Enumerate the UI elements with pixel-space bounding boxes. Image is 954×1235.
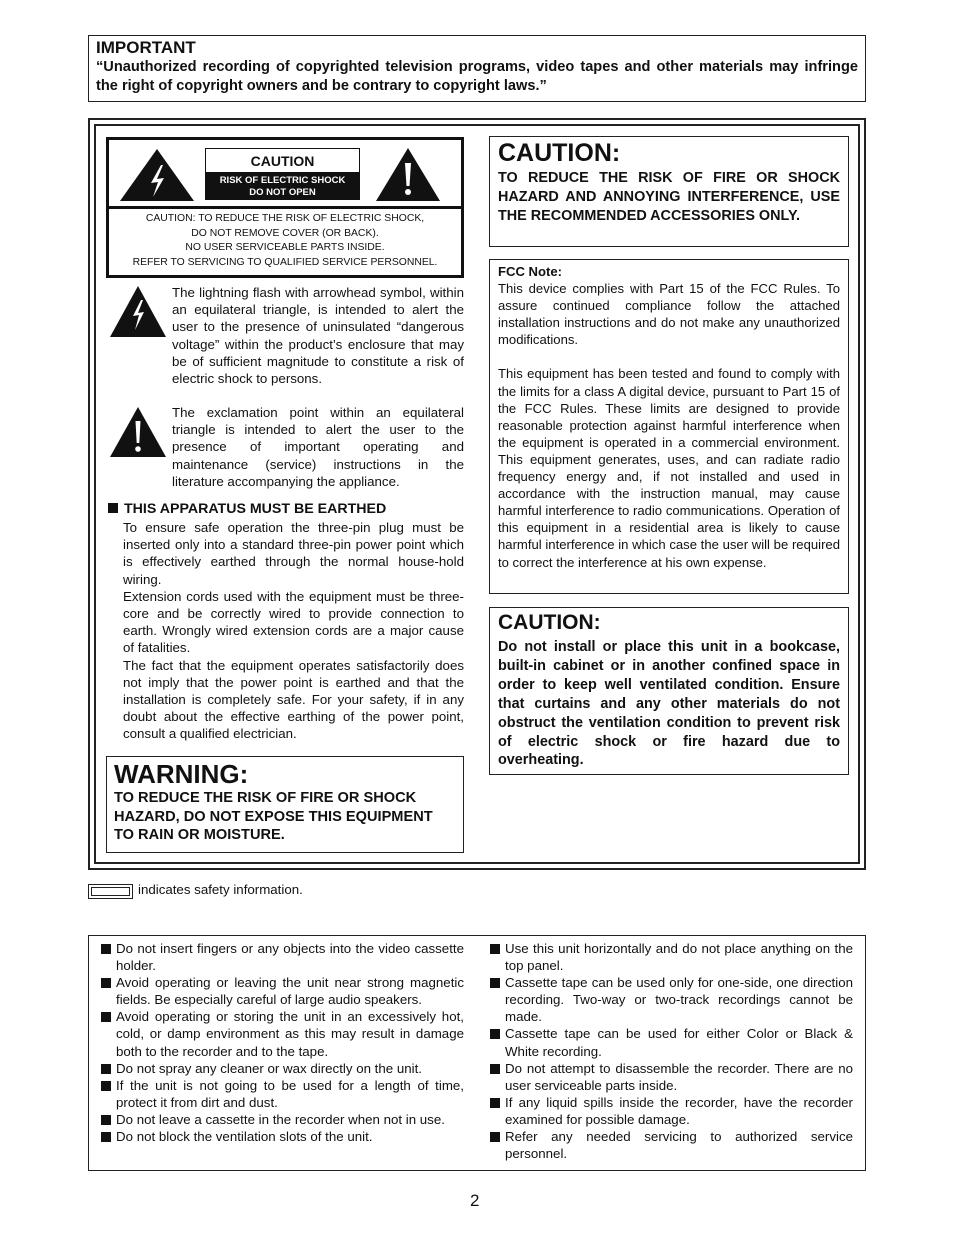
precautions-list-right [490, 940, 853, 1162]
label-line-2: DO NOT REMOVE COVER (OR BACK). [191, 227, 379, 239]
important-text: “Unauthorized recording of copyrighted television programs, video tapes and other materials may infringe the right of copyright owners and be contrary to copyright laws.” [96, 59, 858, 94]
fcc-note-box [489, 259, 849, 594]
list-item: Avoid operating or storing the unit in an excessively hot, cold, or damp environment as this may result in damage both to the recorder and to the tape. [101, 1008, 464, 1059]
warning-text: TO REDUCE THE RISK OF FIRE OR SHOCK HAZARD, DO NOT EXPOSE THIS EQUIPMENT TO RAIN OR MOISTURE. [114, 790, 433, 844]
lightning-description: The lightning flash with arrowhead symbol, within an equilateral triangle, is intended to alert the user to the presence of uninsulated “dangerous voltage” within the product’s enclosure that may be of sufficient magnitude to constitute a risk of electric shock to persons. [172, 285, 464, 387]
safety-legend-text: indicates safety information. [138, 882, 303, 897]
list-item: Do not leave a cassette in the recorder when not in use. [101, 1111, 464, 1128]
list-item: Cassette tape can be used only for one-side, one direction recording. Two-way or two-track recordings cannot be made. [490, 974, 853, 1025]
list-item: Do not insert fingers or any objects into the video cassette holder. [101, 940, 464, 974]
list-item: Refer any needed servicing to authorized service personnel. [490, 1128, 853, 1162]
list-item: Do not attempt to disassemble the recorder. There are no user serviceable parts inside. [490, 1060, 853, 1094]
fcc-paragraph-2: This equipment has been tested and found to comply with the limits for a class A digital device, pursuant to Part 15 of the FCC Rules. These limits are designed to provide reasonable protection against harmful interference when the equipment is operated in a commercial environment. This equipment generates, uses, and can radiate radio frequency energy and, if not installed and used in accordance with the instruction manual, may cause harmful interference to radio communications. Operation of this equipment in a residential area is likely to cause harmful interference in which case the user will be required to correct the interference at his own expense. [498, 366, 840, 570]
bullet-square-icon [108, 503, 118, 513]
caution-label-divider [109, 206, 461, 209]
list-item: Use this unit horizontally and do not place anything on the top panel. [490, 940, 853, 974]
caution-label-title: CAUTION [250, 153, 315, 169]
earthed-paragraph-3: The fact that the equipment operates satisfactorily does not imply that the power point is earthed and that the installation is completely safe. For your safety, if in any doubt about the effective earthing of the power point, consult a qualified electrician. [123, 657, 464, 742]
fcc-paragraph-1: This device complies with Part 15 of the FCC Rules. To assure continued compliance follow the attached installation instructions and do not make any unauthorized modifications. [498, 281, 840, 348]
page-number: 2 [470, 1191, 480, 1210]
earthed-body [123, 519, 464, 743]
caution-label-risk [206, 172, 359, 199]
label-line-4: REFER TO SERVICING TO QUALIFIED SERVICE PERSONNEL. [132, 256, 438, 268]
earthed-heading-text: THIS APPARATUS MUST BE EARTHED [124, 501, 387, 517]
list-item: Do not block the ventilation slots of the unit. [101, 1128, 464, 1145]
lightning-triangle-icon [118, 147, 196, 203]
warning-box [106, 756, 464, 853]
exclamation-triangle-icon [374, 146, 442, 203]
earthed-heading [108, 500, 468, 518]
precautions-list-left [101, 940, 464, 1145]
warning-heading: WARNING: [114, 759, 249, 789]
caution-accessories-text: TO REDUCE THE RISK OF FIRE OR SHOCK HAZARD AND ANNOYING INTERFERENCE, USE THE RECOMMENDED ACCESSORIES ONLY. [498, 170, 840, 224]
exclamation-symbol-icon [108, 405, 168, 459]
important-heading: IMPORTANT [96, 38, 196, 57]
caution-ventilation-box [489, 607, 849, 775]
label-line-1: CAUTION: TO REDUCE THE RISK OF ELECTRIC SHOCK, [145, 213, 425, 224]
exclamation-description: The exclamation point within an equilateral triangle is intended to alert the user to the presence of important operating and maintenance (service) instructions in the literature accompanying the appliance. [172, 405, 464, 489]
label-line-3: NO USER SERVICEABLE PARTS INSIDE. [185, 242, 385, 254]
risk-line-2: DO NOT OPEN [249, 186, 316, 198]
caution-label-text [109, 212, 461, 270]
important-notice [88, 35, 866, 102]
risk-line-1: RISK OF ELECTRIC SHOCK [219, 175, 346, 186]
list-item: Do not spray any cleaner or wax directly on the unit. [101, 1060, 464, 1077]
fcc-heading: FCC Note: [498, 264, 563, 279]
list-item: Cassette tape can be used for either Color or Black & White recording. [490, 1025, 853, 1059]
list-item: If the unit is not going to be used for a length of time, protect it from dirt and dust. [101, 1077, 464, 1111]
lightning-symbol-icon [108, 284, 168, 339]
earthed-paragraph-2: Extension cords used with the equipment must be three-core and be correctly wired to provide connection to earth. Wrongly wired extension cords are a major cause of fatalities. [123, 588, 464, 656]
list-item: If any liquid spills inside the recorder, have the recorder examined for possible damage. [490, 1094, 853, 1128]
caution-ventilation-heading: CAUTION: [498, 611, 601, 634]
caution-accessories-box [489, 136, 849, 247]
safety-legend-icon-inner [91, 887, 130, 896]
list-item: Avoid operating or leaving the unit near strong magnetic fields. Be especially careful of large audio speakers. [101, 974, 464, 1008]
caution-ventilation-text: Do not install or place this unit in a bookcase, built-in cabinet or in another confined space in order to keep well ventilated condition. Ensure that curtains and any other materials do not obstruct the ventilation condition to prevent risk of electric shock or fire hazard due to overheating. [498, 639, 840, 769]
earthed-paragraph-1: To ensure safe operation the three-pin plug must be inserted only into a standard three-pin power point which is effectively earthed through the normal house-hold wiring. [123, 520, 464, 587]
caution-accessories-heading: CAUTION: [498, 139, 621, 167]
